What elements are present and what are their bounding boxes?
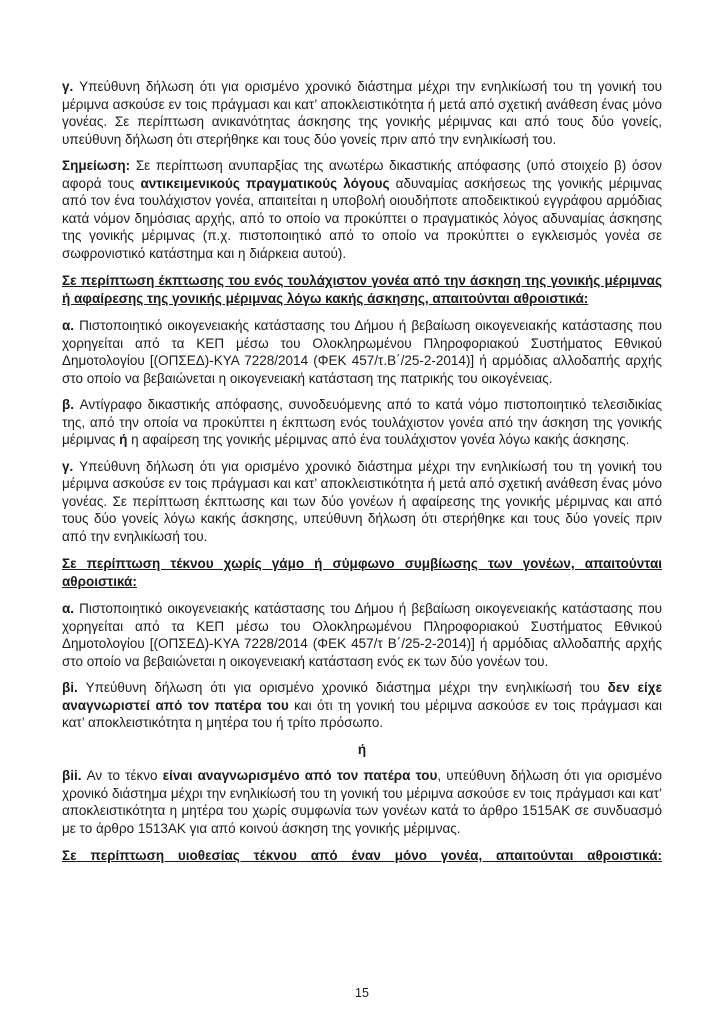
paragraph <box>62 396 662 449</box>
bold-text: Σε περίπτωση τέκνου χωρίς γάμο ή σύμφωνο συμβίωσης των γονέων, απαιτούνται αθροιστικά: <box>62 556 662 589</box>
bold-text: βii. <box>62 768 87 783</box>
body-text: αδυναμίας ασκήσεως της γονικής μέριμνας από τον ένα τουλάχιστον γονέα, απαιτείται η υποβολή οιουδήποτε αποδεικτικού εγγράφου αρμόδιας κατά νόμον δημόσιας αρχής, από το οποίο να προκύπτει ο πραγματικός λόγος αδυναμίας άσκησης της γονικής μέριμνας (π.χ. πιστοποιητικό από το οποίο να προκύπτει ο εγκλεισμός γονέα σε σωφρονιστικό κατάστημα και η διάρκεια αυτού). <box>62 175 663 261</box>
section-heading <box>62 847 662 865</box>
bold-text: ή <box>119 432 128 447</box>
paragraph <box>62 767 662 837</box>
bold-text: είναι αναγνωρισμένο από τον πατέρα του <box>162 768 438 783</box>
body-text: Πιστοποιητικό οικογενειακής κατάστασης του Δήμου ή βεβαίωση οικογενειακής κατάστασης που χορηγείται από τα ΚΕΠ μέσω του Ολοκληρωμένου Πληροφοριακού Συστήματος Εθνικού Δημοτολογίου [(ΟΠΣΕΔ)-ΚΥΑ 7228/2014 (ΦΕΚ 457/τ Β΄/25-2-2014)] ή αρμόδιας αλλοδαπής αρχής στο οποίο να βεβαιώνεται η οικογενειακή κατάσταση ενός εκ των δύο γονέων του. <box>62 601 662 669</box>
paragraph <box>62 600 662 670</box>
bold-text: α. <box>62 318 80 333</box>
bold-text: γ. <box>62 458 80 474</box>
document-body <box>62 78 662 875</box>
paragraph <box>62 317 662 387</box>
paragraph <box>62 157 662 262</box>
bold-text: β. <box>62 397 80 412</box>
or-separator <box>62 741 662 759</box>
paragraph <box>62 78 662 148</box>
body-text: Πιστοποιητικό οικογενειακής κατάστασης του Δήμου ή βεβαίωση οικογενειακής κατάστασης που χορηγείται από τα ΚΕΠ μέσω του Ολοκληρωμένου Πληροφοριακού Συστήματος Εθνικού Δημοτολογίου [(ΟΠΣΕΔ)-ΚΥΑ 7228/2014 (ΦΕΚ 457/τ.Β΄/25-2-2014)] ή αρμόδιας αλλοδαπής αρχής στο οποίο να βεβαιώνεται η οικογενειακή κατάσταση της πατρικής του οικογένειας. <box>62 318 662 386</box>
body-text: Υπεύθυνη δήλωση ότι για ορισμένο χρονικό διάστημα μέχρι την ενηλικίωσή του <box>85 680 608 695</box>
bold-text: γ. <box>62 79 80 94</box>
section-heading <box>62 272 662 307</box>
bold-text: α. <box>62 601 80 616</box>
bold-text: βi. <box>62 680 86 695</box>
bold-text: αντικειμενικούς πραγματικούς λόγους <box>140 175 390 191</box>
bold-text: ή <box>357 741 367 757</box>
paragraph <box>62 458 662 546</box>
bold-text: Σημείωση: <box>62 158 136 173</box>
body-text: Σε περίπτωση ανυπαρξίας της ανωτέρω δικαστικής απόφασης (υπό στοιχείο β) όσον αφορά τους <box>62 158 662 191</box>
bold-text: Σε περίπτωση υιοθεσίας τέκνου από έναν μόνο γονέα, απαιτούνται αθροιστικά: <box>62 848 662 863</box>
body-text: Υπεύθυνη δήλωση ότι για ορισμένο χρονικό διάστημα μέχρι την ενηλικίωσή του τη γονική του μέριμνα ασκούσε εν τοις πράγμασι και κατ’ αποκλειστικότητα ή μετά από σχετική ανάθεση ένας μόνο γονέας. Σε περίπτωση έκπτωσης και των δύο γονέων ή αφαίρεσης της γονικής μέριμνας και από τους δύο γονείς λόγω κακής άσκησης, υπεύθυνη δήλωση ότι στερήθηκε και τους δύο γονείς πριν από την ενηλικίωσή του. <box>62 458 662 544</box>
body-text: η αφαίρεση της γονικής μέριμνας από ένα τουλάχιστον γονέα λόγω κακής άσκησης. <box>127 432 630 447</box>
body-text: , υπεύθυνη δήλωση ότι για ορισμένο χρονικό διάστημα μέχρι την ενηλικίωσή του τη γονική του μέριμνα ασκούσε εν τοις πράγμασι και κατ’ αποκλειστικότητα η μητέρα του χωρίς συμφωνία των γονέων κατά το άρθρο 1515ΑΚ σε συνδυασμό με το άρθρο 1513ΑΚ για από κοινού άσκηση της γονικής μέριμνας. <box>62 768 662 836</box>
page-number: 15 <box>355 986 369 1000</box>
section-heading <box>62 555 662 590</box>
body-text: Υπεύθυνη δήλωση ότι για ορισμένο χρονικό διάστημα μέχρι την ενηλικίωσή του τη γονική του μέριμνα ασκούσε εν τοις πράγμασι και κατ’ αποκλειστικότητα ή μετά από σχετική ανάθεση ένας μόνο γονέας. Σε περίπτωση ανικανότητας άσκησης της γονικής μέριμνας και από τους δύο γονείς, υπεύθυνη δήλωση ότι στερήθηκε και τους δύο γονείς πριν από την ενηλικίωσή του. <box>62 79 662 147</box>
bold-text: δεν είχε αναγνωριστεί από τον πατέρα του <box>62 680 662 713</box>
body-text: Αντίγραφο δικαστικής απόφασης, συνοδευόμενης από το κατά νόμο πιστοποιητικό τελεσιδικίας της, από την οποία να προκύπτει η έκπτωση ενός τουλάχιστον γονέα από την άσκηση της γονικής μέριμνας <box>62 397 662 447</box>
bold-text: Σε περίπτωση έκπτωσης του ενός τουλάχιστον γονέα από την άσκηση της γονικής μέριμνας ή αφαίρεσης της γονικής μέριμνας λόγω κακής άσκησης, απαιτούνται αθροιστικά: <box>62 273 662 306</box>
body-text: Αν το τέκνο <box>86 768 163 783</box>
paragraph <box>62 679 662 732</box>
body-text: και ότι τη γονική του μέριμνα ασκούσε εν τοις πράγμασι και κατ’ αποκλειστικότητα η μητέρα του ή τρίτο πρόσωπο. <box>62 697 663 730</box>
